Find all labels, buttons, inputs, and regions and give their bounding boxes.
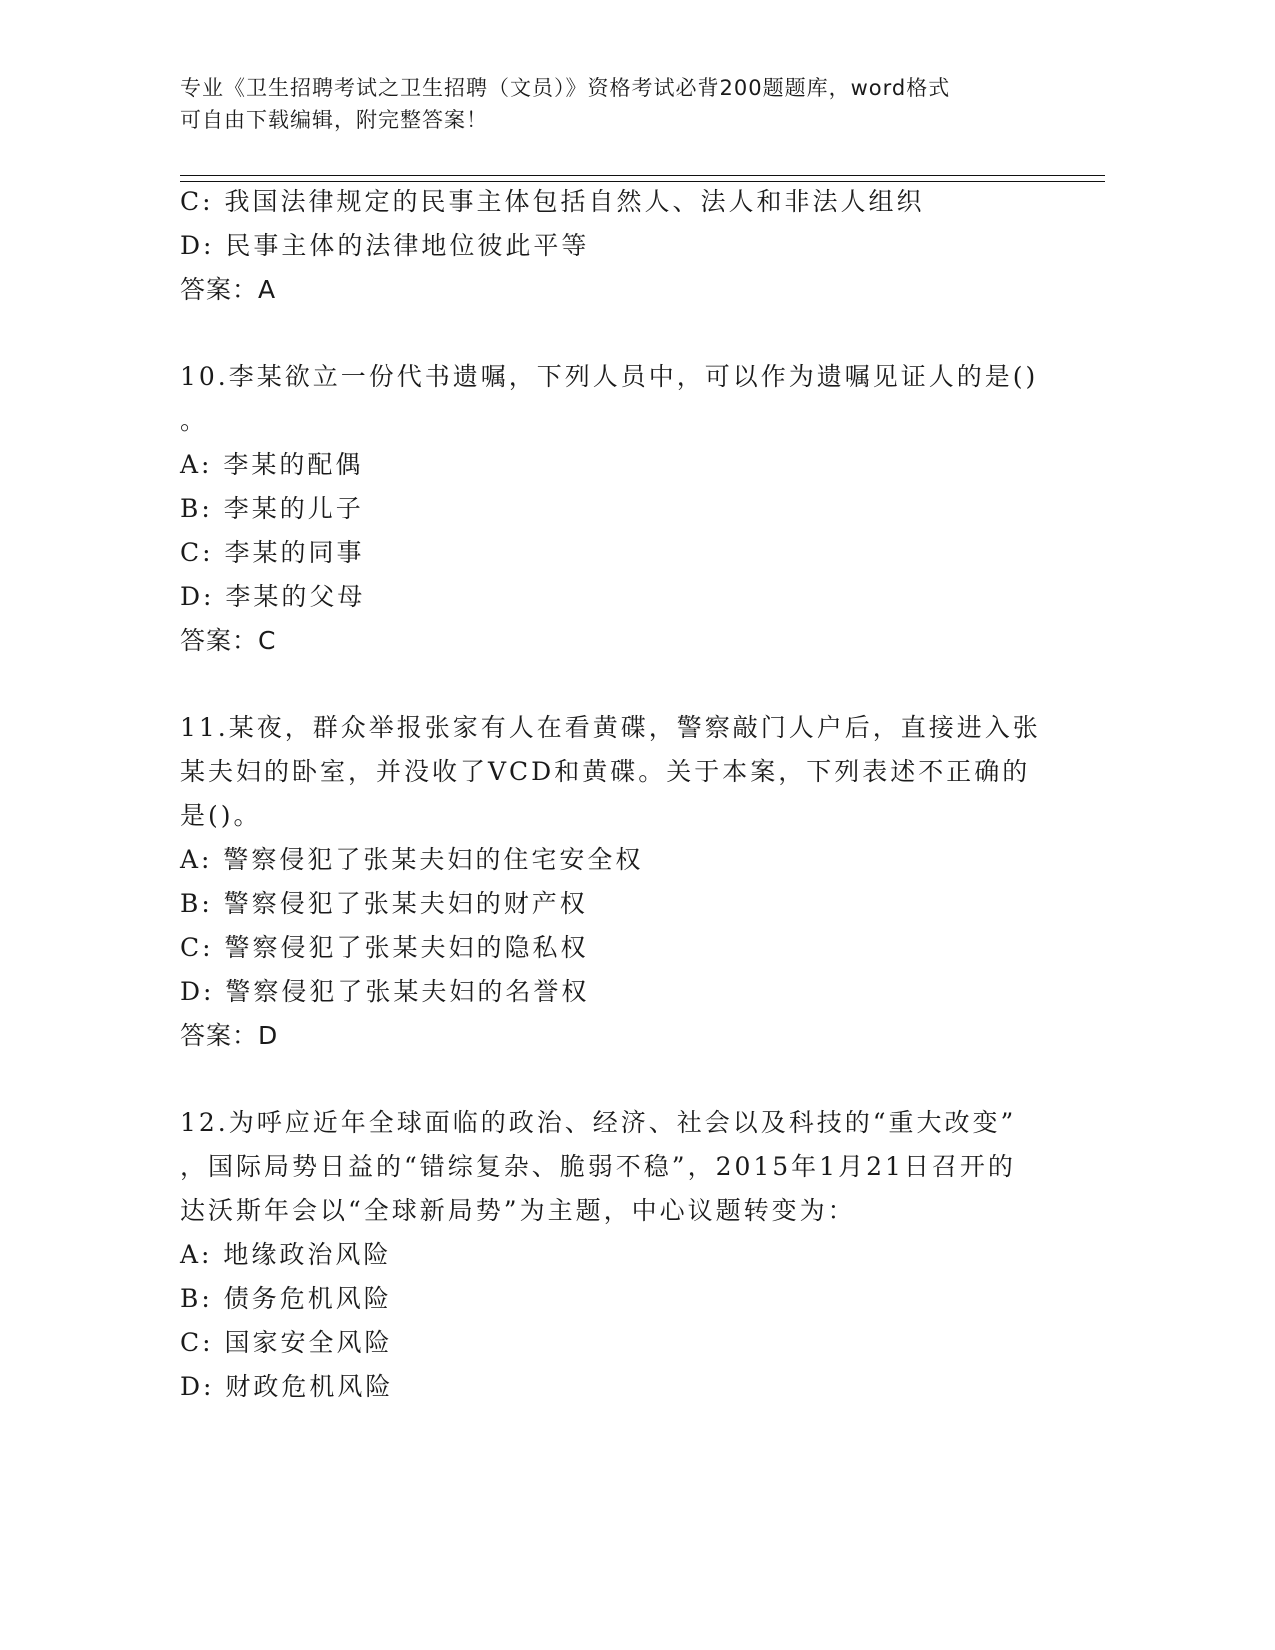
header-rule-top bbox=[180, 175, 1105, 176]
option-a: A: 李某的配偶 bbox=[180, 450, 364, 479]
option-c: C: 国家安全风险 bbox=[180, 1328, 393, 1357]
question-stem-line: 是()。 bbox=[180, 801, 262, 830]
option-c: C: 李某的同事 bbox=[180, 538, 365, 567]
document-header bbox=[180, 72, 1040, 136]
header-line-2: 可自由下载编辑，附完整答案！ bbox=[180, 108, 488, 132]
question-stem-line: 10.李某欲立一份代书遗嘱，下列人员中，可以作为遗嘱见证人的是() bbox=[180, 362, 1039, 391]
header-line-1: 专业《卫生招聘考试之卫生招聘（文员）》资格考试必背200题题库，word格式 bbox=[180, 76, 951, 100]
answer: 答案：C bbox=[180, 626, 277, 655]
option-a: A: 警察侵犯了张某夫妇的住宅安全权 bbox=[180, 845, 644, 874]
option-c: C: 警察侵犯了张某夫妇的隐私权 bbox=[180, 933, 589, 962]
question-stem-line: ，国际局势日益的“错综复杂、脆弱不稳”，2015年1月21日召开的 bbox=[180, 1152, 1016, 1181]
option-d: D: 警察侵犯了张某夫妇的名誉权 bbox=[180, 977, 590, 1006]
question-10 bbox=[180, 355, 1050, 663]
question-9-tail bbox=[180, 180, 1050, 312]
option-d: D: 民事主体的法律地位彼此平等 bbox=[180, 231, 590, 260]
question-12 bbox=[180, 1101, 1050, 1409]
option-a: A: 地缘政治风险 bbox=[180, 1240, 392, 1269]
question-11 bbox=[180, 706, 1050, 1058]
option-d: D: 财政危机风险 bbox=[180, 1372, 394, 1401]
question-stem-line: 11.某夜，群众举报张家有人在看黄碟，警察敲门人户后，直接进入张 bbox=[180, 713, 1041, 742]
question-stem-line: 某夫妇的卧室，并没收了VCD和黄碟。关于本案，下列表述不正确的 bbox=[180, 757, 1031, 786]
option-b: B: 李某的儿子 bbox=[180, 494, 364, 523]
question-stem-line: 达沃斯年会以“全球新局势”为主题，中心议题转变为： bbox=[180, 1196, 856, 1225]
question-stem-line: 12.为呼应近年全球面临的政治、经济、社会以及科技的“重大改变” bbox=[180, 1108, 1017, 1137]
answer: 答案：D bbox=[180, 1021, 279, 1050]
option-b: B: 债务危机风险 bbox=[180, 1284, 392, 1313]
option-d: D: 李某的父母 bbox=[180, 582, 366, 611]
answer: 答案：A bbox=[180, 275, 277, 304]
document-body bbox=[180, 180, 1050, 1409]
question-stem-line: 。 bbox=[180, 406, 209, 435]
option-b: B: 警察侵犯了张某夫妇的财产权 bbox=[180, 889, 588, 918]
option-c: C: 我国法律规定的民事主体包括自然人、法人和非法人组织 bbox=[180, 187, 925, 216]
